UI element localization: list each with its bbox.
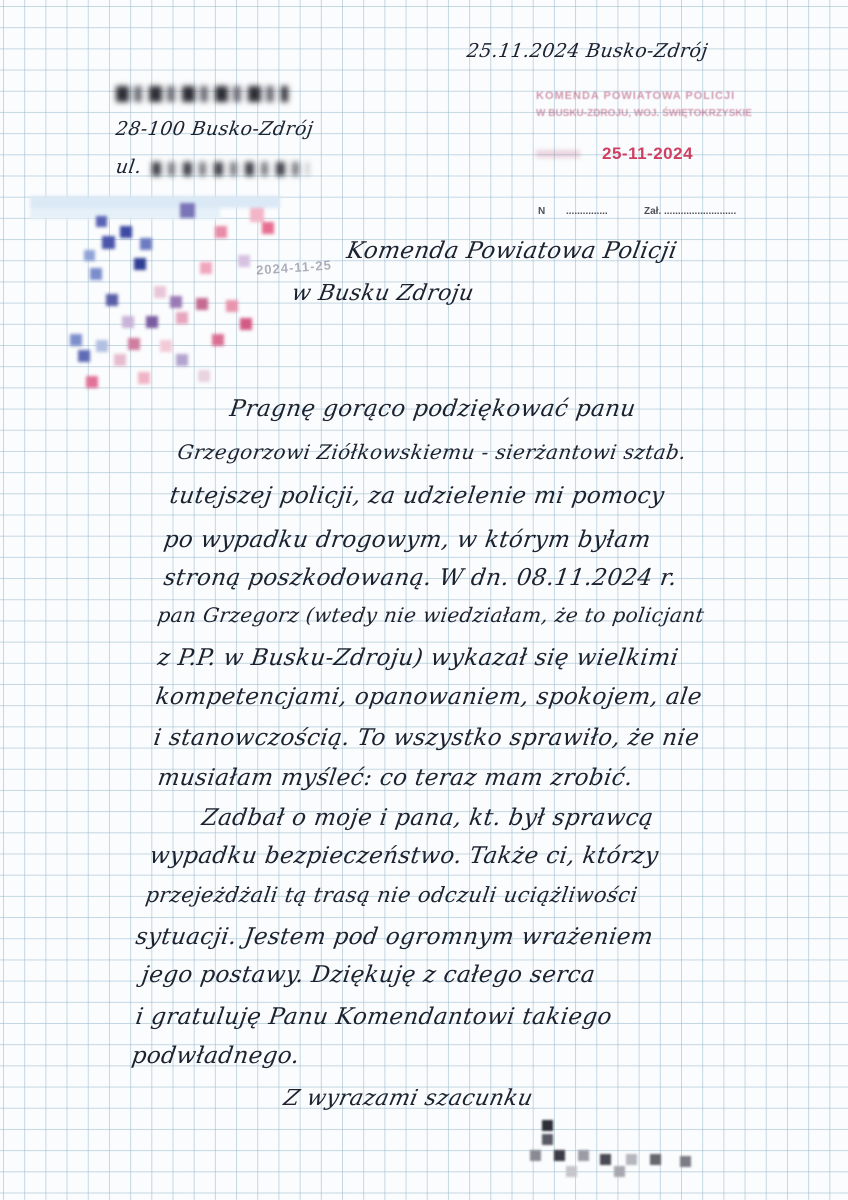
- stamp-line-1: KOMENDA POWIATOWA POLICJI: [536, 90, 736, 102]
- body-line: i gratuluję Panu Komendantowi takiego: [134, 1004, 614, 1030]
- body-line: jego postawy. Dziękuję z całego serca: [140, 962, 597, 988]
- sender-street-prefix: ul.: [114, 156, 144, 178]
- body-line: pan Grzegorz (wtedy nie wiedziałam, że to policjant: [156, 603, 706, 627]
- signature-redacted: [530, 1120, 700, 1178]
- body-line: sytuacji. Jestem pod ogromnym wrażeniem: [134, 924, 655, 950]
- stamp-received-prefix: [536, 150, 580, 158]
- body-line: i stanowczością. To wszystko sprawiło, że nie: [152, 725, 702, 751]
- stamp-received-date-row: [536, 144, 736, 170]
- body-line: po wypadku drogowym, w którym byłam: [162, 527, 653, 553]
- stamp-number-row: [538, 206, 778, 222]
- body-line: tutejszej policji, za udzielenie mi pomocy: [168, 483, 667, 509]
- stamp-number-dots: ...............: [566, 206, 608, 217]
- body-line: przejeżdżali tą trasą nie odczuli uciążliwości: [144, 883, 640, 907]
- body-line: podwładnego.: [130, 1043, 302, 1069]
- body-line: musiałam myśleć: co teraz mam zrobić.: [156, 765, 635, 791]
- date-place: 25.11.2024 Busko-Zdrój: [465, 40, 710, 62]
- stamp-attachments-dots: ..........................: [664, 206, 737, 217]
- official-stamp: [536, 86, 776, 138]
- recipient-line-2: w Busku Zdroju: [289, 281, 476, 306]
- stamp-received-date: 25-11-2024: [602, 144, 694, 163]
- body-line: Pragnę gorąco podziękować panu: [228, 396, 638, 422]
- body-line: kompetencjami, opanowaniem, spokojem, ale: [154, 684, 704, 710]
- stamp-attachments-label: Zał.: [644, 206, 662, 217]
- body-line: wypadku bezpieczeństwo. Także ci, którzy: [148, 843, 661, 869]
- closing-line: Z wyrazami szacunku: [281, 1086, 536, 1111]
- small-stamp-date: 2024-11-25: [255, 257, 333, 278]
- sender-postal-code: 28-100 Busko-Zdrój: [114, 118, 315, 140]
- body-line: Zadbał o moje i pana, kt. był sprawcą: [200, 805, 655, 831]
- body-line: stroną poszkodowaną. W dn. 08.11.2024 r.: [162, 565, 679, 591]
- body-line: z P.P. w Busku-Zdroju) wykazał się wielkimi: [156, 645, 681, 671]
- body-line: Grzegorzowi Ziółkowskiemu - sierżantowi sztab.: [176, 440, 688, 464]
- recipient-line-1: Komenda Powiatowa Policji: [344, 238, 680, 264]
- stamp-number-label: N: [538, 206, 546, 217]
- stamp-line-2: W BUSKU-ZDROJU, WOJ. ŚWIĘTOKRZYSKIE: [536, 108, 752, 119]
